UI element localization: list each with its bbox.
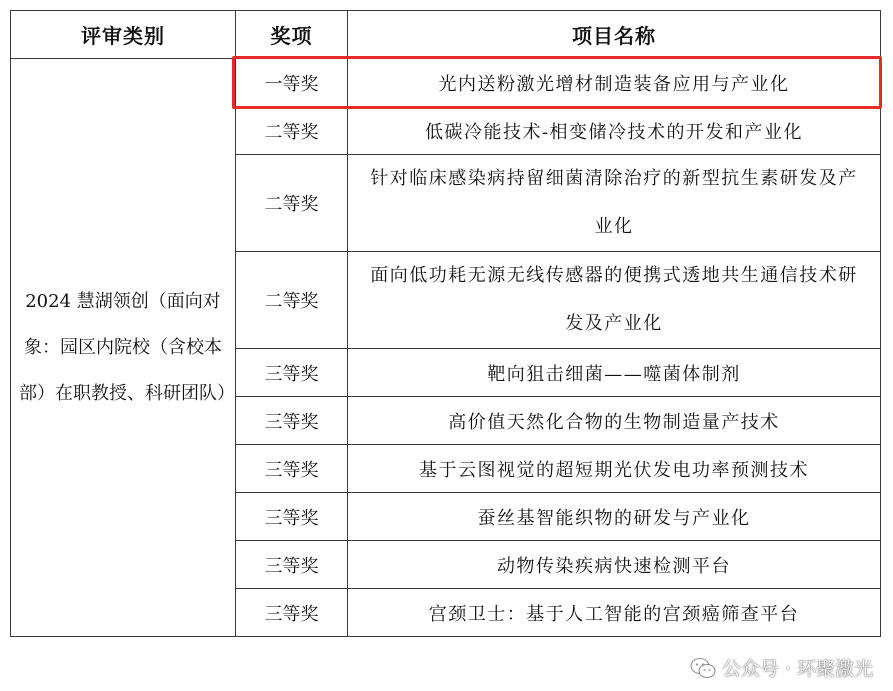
wechat-icon <box>690 657 716 679</box>
header-project-name: 项目名称 <box>348 11 881 59</box>
header-award: 奖项 <box>236 11 348 59</box>
project-name-cell: 低碳冷能技术-相变储冷技术的开发和产业化 <box>348 107 881 155</box>
project-name-cell: 动物传染疾病快速检测平台 <box>348 541 881 589</box>
category-cell: 2024 慧湖领创（面向对象：园区内院校（含校本部）在职教授、科研团队） <box>11 59 236 637</box>
award-cell: 二等奖 <box>236 252 348 349</box>
project-name-cell: 高价值天然化合物的生物制造量产技术 <box>348 397 881 445</box>
award-cell: 三等奖 <box>236 397 348 445</box>
project-name-cell: 针对临床感染病持留细菌清除治疗的新型抗生素研发及产业化 <box>348 155 881 252</box>
project-name-cell: 光内送粉激光增材制造装备应用与产业化 <box>348 59 881 107</box>
watermark <box>690 654 873 681</box>
project-name-cell: 面向低功耗无源无线传感器的便携式透地共生通信技术研发及产业化 <box>348 252 881 349</box>
awards-table <box>10 10 881 637</box>
award-cell: 一等奖 <box>236 59 348 107</box>
project-name-cell: 宫颈卫士：基于人工智能的宫颈癌筛查平台 <box>348 589 881 637</box>
project-name-cell: 靶向狙击细菌——噬菌体制剂 <box>348 349 881 397</box>
watermark-text: 公众号 · 环聚激光 <box>721 658 873 680</box>
award-cell: 三等奖 <box>236 445 348 493</box>
award-cell: 三等奖 <box>236 349 348 397</box>
project-name-cell: 蚕丝基智能织物的研发与产业化 <box>348 493 881 541</box>
award-cell: 三等奖 <box>236 493 348 541</box>
project-name-cell: 基于云图视觉的超短期光伏发电功率预测技术 <box>348 445 881 493</box>
header-category: 评审类别 <box>11 11 236 59</box>
award-cell: 二等奖 <box>236 155 348 252</box>
award-cell: 三等奖 <box>236 541 348 589</box>
award-cell: 三等奖 <box>236 589 348 637</box>
header-row <box>11 11 881 59</box>
award-cell: 二等奖 <box>236 107 348 155</box>
table-row <box>11 59 881 107</box>
